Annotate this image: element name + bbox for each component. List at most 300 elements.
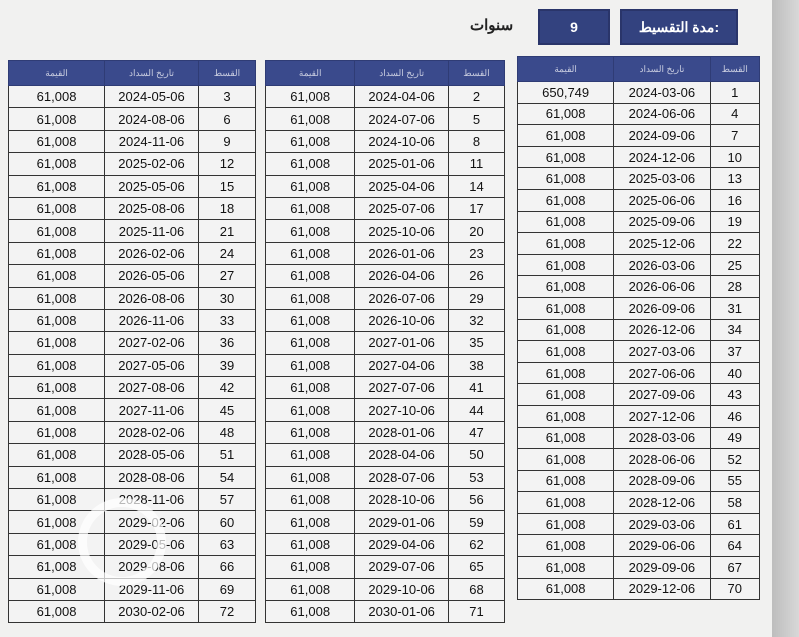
table-row <box>518 103 760 125</box>
installment-number-cell: 55 <box>710 470 759 492</box>
duration-label-box <box>620 9 738 45</box>
date-cell: 2026-09-06 <box>614 297 710 319</box>
installment-number-cell: 61 <box>710 513 759 535</box>
date-cell: 2025-09-06 <box>614 211 710 233</box>
table-row <box>518 297 760 319</box>
column-header-date: تاريخ السداد <box>105 61 199 86</box>
amount-cell: 61,008 <box>518 535 614 557</box>
date-cell: 2024-05-06 <box>105 86 199 108</box>
table-row <box>518 146 760 168</box>
date-cell: 2028-07-06 <box>355 466 449 488</box>
amount-cell: 61,008 <box>518 362 614 384</box>
date-cell: 2028-05-06 <box>105 444 199 466</box>
installment-number-cell: 21 <box>198 220 255 242</box>
date-cell: 2024-03-06 <box>614 82 710 104</box>
amount-cell: 61,008 <box>266 354 355 376</box>
date-cell: 2025-07-06 <box>355 197 449 219</box>
date-cell: 2029-02-06 <box>105 511 199 533</box>
table-row <box>266 309 505 331</box>
column-header-number: القسط <box>448 61 504 86</box>
table-row <box>9 287 256 309</box>
table-row <box>518 557 760 579</box>
column-header-amount: القيمة <box>9 61 105 86</box>
table-row <box>518 254 760 276</box>
amount-cell: 61,008 <box>266 421 355 443</box>
installment-number-cell: 26 <box>448 265 504 287</box>
installment-number-cell: 10 <box>710 146 759 168</box>
date-cell: 2025-03-06 <box>614 168 710 190</box>
amount-cell: 61,008 <box>266 220 355 242</box>
amount-cell: 61,008 <box>266 108 355 130</box>
date-cell: 2029-12-06 <box>614 578 710 600</box>
column-header-number: القسط <box>198 61 255 86</box>
date-cell: 2026-12-06 <box>614 319 710 341</box>
date-cell: 2029-09-06 <box>614 557 710 579</box>
amount-cell: 61,008 <box>518 427 614 449</box>
installment-number-cell: 5 <box>448 108 504 130</box>
amount-cell: 61,008 <box>9 175 105 197</box>
table-row <box>9 86 256 108</box>
installment-number-cell: 28 <box>710 276 759 298</box>
amount-cell: 61,008 <box>266 242 355 264</box>
installment-number-cell: 37 <box>710 341 759 363</box>
installment-number-cell: 13 <box>710 168 759 190</box>
installment-number-cell: 66 <box>198 556 255 578</box>
date-cell: 2024-09-06 <box>614 125 710 147</box>
table-row <box>266 556 505 578</box>
amount-cell: 61,008 <box>518 125 614 147</box>
installment-number-cell: 27 <box>198 265 255 287</box>
table-row <box>266 600 505 622</box>
table-row <box>266 242 505 264</box>
amount-cell: 61,008 <box>9 489 105 511</box>
amount-cell: 61,008 <box>266 466 355 488</box>
amount-cell: 61,008 <box>9 197 105 219</box>
installment-number-cell: 30 <box>198 287 255 309</box>
installment-number-cell: 57 <box>198 489 255 511</box>
date-cell: 2029-01-06 <box>355 511 449 533</box>
table-row <box>9 153 256 175</box>
date-cell: 2027-11-06 <box>105 399 199 421</box>
date-cell: 2028-10-06 <box>355 489 449 511</box>
table-row <box>9 108 256 130</box>
installment-number-cell: 16 <box>710 189 759 211</box>
installment-number-cell: 43 <box>710 384 759 406</box>
amount-cell: 61,008 <box>9 309 105 331</box>
date-cell: 2024-11-06 <box>105 130 199 152</box>
amount-cell: 61,008 <box>518 384 614 406</box>
table-row <box>9 377 256 399</box>
table-row <box>266 130 505 152</box>
duration-value: 9 <box>570 19 578 35</box>
table-row <box>9 265 256 287</box>
table-row <box>266 265 505 287</box>
amount-cell: 61,008 <box>266 377 355 399</box>
table-row <box>518 276 760 298</box>
amount-cell: 61,008 <box>518 449 614 471</box>
installment-number-cell: 63 <box>198 533 255 555</box>
amount-cell: 61,008 <box>266 153 355 175</box>
installment-number-cell: 34 <box>710 319 759 341</box>
date-cell: 2027-06-06 <box>614 362 710 384</box>
installment-number-cell: 35 <box>448 332 504 354</box>
amount-cell: 61,008 <box>9 86 105 108</box>
table-row <box>9 399 256 421</box>
amount-cell: 61,008 <box>9 153 105 175</box>
amount-cell: 61,008 <box>518 233 614 255</box>
date-cell: 2029-04-06 <box>355 533 449 555</box>
installment-number-cell: 58 <box>710 492 759 514</box>
amount-cell: 650,749 <box>518 82 614 104</box>
amount-cell: 61,008 <box>518 513 614 535</box>
amount-cell: 61,008 <box>518 492 614 514</box>
table-row <box>9 466 256 488</box>
table-row <box>518 233 760 255</box>
amount-cell: 61,008 <box>266 533 355 555</box>
table-row <box>518 384 760 406</box>
date-cell: 2026-01-06 <box>355 242 449 264</box>
amount-cell: 61,008 <box>518 146 614 168</box>
column-header-date: تاريخ السداد <box>355 61 449 86</box>
installment-number-cell: 2 <box>448 86 504 108</box>
header-row <box>518 57 760 82</box>
page-edge <box>772 0 799 637</box>
column-header-date: تاريخ السداد <box>614 57 710 82</box>
amount-cell: 61,008 <box>266 600 355 622</box>
date-cell: 2027-03-06 <box>614 341 710 363</box>
date-cell: 2024-12-06 <box>614 146 710 168</box>
date-cell: 2029-06-06 <box>614 535 710 557</box>
date-cell: 2024-08-06 <box>105 108 199 130</box>
duration-unit: سنوات <box>470 17 514 34</box>
table-row <box>9 600 256 622</box>
installment-number-cell: 49 <box>710 427 759 449</box>
amount-cell: 61,008 <box>9 108 105 130</box>
amount-cell: 61,008 <box>518 168 614 190</box>
date-cell: 2030-02-06 <box>105 600 199 622</box>
amount-cell: 61,008 <box>266 332 355 354</box>
installment-number-cell: 64 <box>710 535 759 557</box>
installment-number-cell: 42 <box>198 377 255 399</box>
table-row <box>266 287 505 309</box>
date-cell: 2025-11-06 <box>105 220 199 242</box>
installment-number-cell: 60 <box>198 511 255 533</box>
date-cell: 2027-07-06 <box>355 377 449 399</box>
amount-cell: 61,008 <box>266 175 355 197</box>
amount-cell: 61,008 <box>518 211 614 233</box>
installment-number-cell: 68 <box>448 578 504 600</box>
table-row <box>9 242 256 264</box>
table-row <box>9 197 256 219</box>
table-row <box>266 153 505 175</box>
date-cell: 2028-11-06 <box>105 489 199 511</box>
date-cell: 2026-10-06 <box>355 309 449 331</box>
installment-table-middle <box>265 60 505 623</box>
date-cell: 2027-04-06 <box>355 354 449 376</box>
table-row <box>266 578 505 600</box>
installment-number-cell: 52 <box>710 449 759 471</box>
date-cell: 2024-06-06 <box>614 103 710 125</box>
installment-number-cell: 18 <box>198 197 255 219</box>
table-row <box>266 86 505 108</box>
installment-number-cell: 23 <box>448 242 504 264</box>
installment-table-right <box>517 56 760 600</box>
table-row <box>9 130 256 152</box>
date-cell: 2029-11-06 <box>105 578 199 600</box>
amount-cell: 61,008 <box>266 399 355 421</box>
amount-cell: 61,008 <box>9 220 105 242</box>
date-cell: 2026-07-06 <box>355 287 449 309</box>
date-cell: 2030-01-06 <box>355 600 449 622</box>
date-cell: 2029-08-06 <box>105 556 199 578</box>
table-row <box>266 421 505 443</box>
date-cell: 2026-05-06 <box>105 265 199 287</box>
amount-cell: 61,008 <box>9 130 105 152</box>
amount-cell: 61,008 <box>266 86 355 108</box>
table-row <box>518 125 760 147</box>
date-cell: 2026-06-06 <box>614 276 710 298</box>
amount-cell: 61,008 <box>9 466 105 488</box>
installment-number-cell: 11 <box>448 153 504 175</box>
date-cell: 2025-10-06 <box>355 220 449 242</box>
installment-number-cell: 47 <box>448 421 504 443</box>
installment-number-cell: 59 <box>448 511 504 533</box>
amount-cell: 61,008 <box>518 103 614 125</box>
installment-number-cell: 44 <box>448 399 504 421</box>
amount-cell: 61,008 <box>518 189 614 211</box>
amount-cell: 61,008 <box>9 399 105 421</box>
date-cell: 2025-05-06 <box>105 175 199 197</box>
installment-number-cell: 69 <box>198 578 255 600</box>
amount-cell: 61,008 <box>518 254 614 276</box>
date-cell: 2025-04-06 <box>355 175 449 197</box>
installment-number-cell: 51 <box>198 444 255 466</box>
table-row <box>266 197 505 219</box>
date-cell: 2024-07-06 <box>355 108 449 130</box>
date-cell: 2027-05-06 <box>105 354 199 376</box>
table-row <box>266 533 505 555</box>
table-row <box>518 82 760 104</box>
installment-number-cell: 25 <box>710 254 759 276</box>
installment-number-cell: 72 <box>198 600 255 622</box>
table-row <box>9 220 256 242</box>
amount-cell: 61,008 <box>9 265 105 287</box>
table-row <box>266 444 505 466</box>
amount-cell: 61,008 <box>266 265 355 287</box>
date-cell: 2028-02-06 <box>105 421 199 443</box>
amount-cell: 61,008 <box>9 600 105 622</box>
amount-cell: 61,008 <box>9 578 105 600</box>
table-row <box>518 427 760 449</box>
amount-cell: 61,008 <box>518 470 614 492</box>
date-cell: 2028-12-06 <box>614 492 710 514</box>
date-cell: 2026-08-06 <box>105 287 199 309</box>
installment-number-cell: 24 <box>198 242 255 264</box>
date-cell: 2027-09-06 <box>614 384 710 406</box>
installment-number-cell: 56 <box>448 489 504 511</box>
amount-cell: 61,008 <box>9 533 105 555</box>
installment-number-cell: 7 <box>710 125 759 147</box>
column-header-number: القسط <box>710 57 759 82</box>
amount-cell: 61,008 <box>9 377 105 399</box>
date-cell: 2025-08-06 <box>105 197 199 219</box>
installment-number-cell: 54 <box>198 466 255 488</box>
table-row <box>518 341 760 363</box>
amount-cell: 61,008 <box>9 421 105 443</box>
amount-cell: 61,008 <box>9 242 105 264</box>
installment-number-cell: 31 <box>710 297 759 319</box>
date-cell: 2026-03-06 <box>614 254 710 276</box>
installment-number-cell: 17 <box>448 197 504 219</box>
installment-number-cell: 19 <box>710 211 759 233</box>
table-row <box>266 108 505 130</box>
date-cell: 2027-12-06 <box>614 405 710 427</box>
table-row <box>9 421 256 443</box>
table-row <box>518 189 760 211</box>
table-row <box>9 309 256 331</box>
installment-number-cell: 46 <box>710 405 759 427</box>
header-row <box>9 61 256 86</box>
date-cell: 2028-06-06 <box>614 449 710 471</box>
installment-number-cell: 48 <box>198 421 255 443</box>
table-row <box>518 405 760 427</box>
column-header-amount: القيمة <box>518 57 614 82</box>
amount-cell: 61,008 <box>518 578 614 600</box>
installment-number-cell: 38 <box>448 354 504 376</box>
date-cell: 2025-06-06 <box>614 189 710 211</box>
date-cell: 2027-08-06 <box>105 377 199 399</box>
installment-number-cell: 62 <box>448 533 504 555</box>
duration-label: مدة التقسيط: <box>638 18 720 35</box>
date-cell: 2027-02-06 <box>105 332 199 354</box>
amount-cell: 61,008 <box>266 309 355 331</box>
installment-number-cell: 71 <box>448 600 504 622</box>
table-row <box>266 354 505 376</box>
table-row <box>518 211 760 233</box>
watermark-logo <box>78 498 166 586</box>
table-row <box>266 332 505 354</box>
installment-number-cell: 3 <box>198 86 255 108</box>
table-row <box>266 175 505 197</box>
amount-cell: 61,008 <box>518 405 614 427</box>
duration-value-box <box>538 9 610 45</box>
table-row <box>518 470 760 492</box>
date-cell: 2028-03-06 <box>614 427 710 449</box>
date-cell: 2029-10-06 <box>355 578 449 600</box>
table-row <box>518 535 760 557</box>
date-cell: 2029-07-06 <box>355 556 449 578</box>
installment-number-cell: 41 <box>448 377 504 399</box>
date-cell: 2025-02-06 <box>105 153 199 175</box>
installment-number-cell: 36 <box>198 332 255 354</box>
installment-number-cell: 29 <box>448 287 504 309</box>
date-cell: 2029-05-06 <box>105 533 199 555</box>
date-cell: 2028-01-06 <box>355 421 449 443</box>
installment-number-cell: 50 <box>448 444 504 466</box>
table-row <box>266 511 505 533</box>
table-row <box>266 489 505 511</box>
installment-number-cell: 39 <box>198 354 255 376</box>
amount-cell: 61,008 <box>266 287 355 309</box>
amount-cell: 61,008 <box>266 578 355 600</box>
installment-number-cell: 33 <box>198 309 255 331</box>
date-cell: 2026-11-06 <box>105 309 199 331</box>
amount-cell: 61,008 <box>518 557 614 579</box>
amount-cell: 61,008 <box>266 130 355 152</box>
amount-cell: 61,008 <box>518 319 614 341</box>
table-row <box>266 399 505 421</box>
amount-cell: 61,008 <box>9 287 105 309</box>
installment-number-cell: 22 <box>710 233 759 255</box>
date-cell: 2025-12-06 <box>614 233 710 255</box>
installment-number-cell: 67 <box>710 557 759 579</box>
table-row <box>518 513 760 535</box>
table-row <box>518 578 760 600</box>
amount-cell: 61,008 <box>266 197 355 219</box>
amount-cell: 61,008 <box>266 444 355 466</box>
installment-number-cell: 14 <box>448 175 504 197</box>
amount-cell: 61,008 <box>9 556 105 578</box>
table-row <box>266 466 505 488</box>
installment-number-cell: 9 <box>198 130 255 152</box>
installment-number-cell: 65 <box>448 556 504 578</box>
table-row <box>518 168 760 190</box>
amount-cell: 61,008 <box>9 511 105 533</box>
installment-number-cell: 53 <box>448 466 504 488</box>
installment-number-cell: 12 <box>198 153 255 175</box>
amount-cell: 61,008 <box>266 511 355 533</box>
table-row <box>518 362 760 384</box>
table-row <box>9 444 256 466</box>
installment-number-cell: 32 <box>448 309 504 331</box>
table-row <box>266 377 505 399</box>
amount-cell: 61,008 <box>266 556 355 578</box>
amount-cell: 61,008 <box>518 341 614 363</box>
table-row <box>518 492 760 514</box>
date-cell: 2027-01-06 <box>355 332 449 354</box>
table-row <box>9 175 256 197</box>
date-cell: 2028-09-06 <box>614 470 710 492</box>
installment-number-cell: 20 <box>448 220 504 242</box>
table-row <box>518 449 760 471</box>
table-row <box>9 354 256 376</box>
installment-number-cell: 40 <box>710 362 759 384</box>
date-cell: 2026-02-06 <box>105 242 199 264</box>
table-row <box>266 220 505 242</box>
amount-cell: 61,008 <box>9 354 105 376</box>
date-cell: 2025-01-06 <box>355 153 449 175</box>
table-row <box>518 319 760 341</box>
date-cell: 2029-03-06 <box>614 513 710 535</box>
date-cell: 2028-08-06 <box>105 466 199 488</box>
table-row <box>9 332 256 354</box>
date-cell: 2028-04-06 <box>355 444 449 466</box>
date-cell: 2026-04-06 <box>355 265 449 287</box>
header-row <box>266 61 505 86</box>
date-cell: 2027-10-06 <box>355 399 449 421</box>
installment-number-cell: 8 <box>448 130 504 152</box>
column-header-amount: القيمة <box>266 61 355 86</box>
amount-cell: 61,008 <box>9 444 105 466</box>
amount-cell: 61,008 <box>266 489 355 511</box>
installment-number-cell: 6 <box>198 108 255 130</box>
date-cell: 2024-10-06 <box>355 130 449 152</box>
amount-cell: 61,008 <box>9 332 105 354</box>
installment-number-cell: 4 <box>710 103 759 125</box>
amount-cell: 61,008 <box>518 276 614 298</box>
installment-number-cell: 45 <box>198 399 255 421</box>
installment-number-cell: 1 <box>710 82 759 104</box>
